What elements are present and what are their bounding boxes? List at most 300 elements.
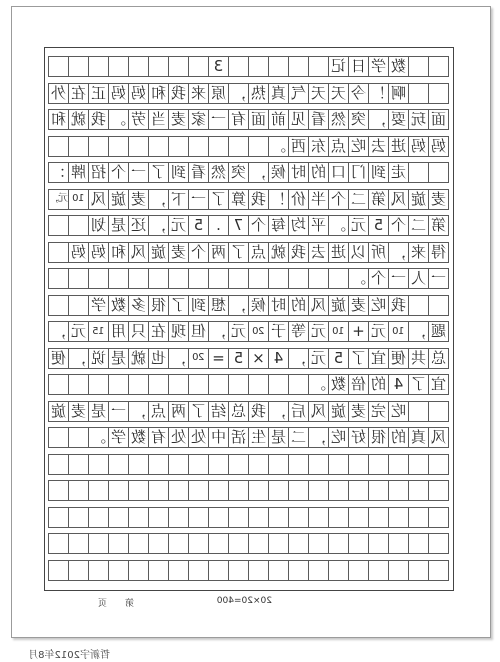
grid-cell: 两: [208, 243, 228, 262]
grid-cell: [68, 296, 88, 315]
grid-cell: 只: [128, 322, 148, 341]
grid-cell: [108, 57, 128, 76]
grid-cell: [368, 561, 388, 580]
grid-cell: [348, 561, 368, 580]
grid-cell: 旋: [408, 190, 428, 209]
grid-cell: 的: [308, 163, 328, 182]
grid-cell: 日: [348, 57, 368, 76]
grid-cell: [48, 375, 68, 394]
grid-cell: 去: [368, 137, 388, 156]
grid-cell: 看: [188, 163, 208, 182]
grid-cell: 总: [428, 349, 448, 368]
page-number-label: 第 页: [97, 599, 134, 609]
grid-cell: 然: [328, 110, 348, 129]
grid-cell: 元: [348, 216, 368, 235]
grid-cell: [248, 455, 268, 474]
grid-cell: [188, 481, 208, 500]
grid-cell: 时: [288, 163, 308, 182]
grid-cell: 中: [208, 428, 228, 447]
grid-cell: 第: [428, 216, 448, 235]
grid-cell: 数: [328, 375, 348, 394]
grid-cell: 便: [48, 349, 68, 368]
grid-cell: [348, 534, 368, 553]
grid-cell: [388, 534, 408, 553]
grid-cell: [68, 269, 88, 288]
grid-cell: ×: [248, 349, 268, 368]
grid-cell: 天: [308, 84, 328, 103]
grid-cell: ，: [368, 110, 388, 129]
grid-cell: 玩: [408, 110, 428, 129]
grid-cell: [248, 375, 268, 394]
grid-cell: [248, 508, 268, 527]
grid-cell: [348, 508, 368, 527]
grid-cell: 就: [268, 243, 288, 262]
grid-cell: [128, 375, 148, 394]
grid-cell: [208, 137, 228, 156]
grid-cell: [48, 455, 68, 474]
grid-cell: 妈: [88, 243, 108, 262]
grid-cell: [388, 561, 408, 580]
grid-cell: 学: [88, 296, 108, 315]
grid-cell: [88, 481, 108, 500]
grid-cell: 西: [288, 137, 308, 156]
grid-cell: 第: [368, 190, 388, 209]
grid-cell: 。: [348, 269, 368, 288]
grid-cell: [68, 455, 88, 474]
grid-cell: 当: [148, 110, 168, 129]
grid-cell: 了: [348, 349, 368, 368]
grid-cell: 了: [188, 402, 208, 421]
grid-cell: 了: [208, 190, 228, 209]
grid-cell: [148, 481, 168, 500]
grid-cell: [228, 375, 248, 394]
grid-cell: 进: [388, 137, 408, 156]
grid-cell: 到: [168, 163, 188, 182]
grid-cell: 在: [148, 322, 168, 341]
grid-cell: 和: [48, 110, 68, 129]
grid-cell: 。: [88, 428, 108, 447]
grid-cell: .: [208, 216, 228, 235]
grid-cell: 处: [168, 428, 188, 447]
grid-cell: 还: [128, 216, 148, 235]
grid-cell: [388, 508, 408, 527]
grid-spec-label: 20×20=400: [216, 596, 272, 606]
grid-cell: 学: [368, 57, 388, 76]
grid-cell: 是: [108, 349, 128, 368]
grid-cell: 均: [288, 216, 308, 235]
grid-cell: 我: [288, 243, 308, 262]
grid-cell: [68, 375, 88, 394]
grid-cell: [108, 508, 128, 527]
grid-cell: [148, 137, 168, 156]
grid-cell: [128, 455, 148, 474]
grid-cell: 来: [408, 243, 428, 262]
grid-cell: [68, 57, 88, 76]
grid-cell: 旋: [328, 296, 348, 315]
grid-cell: ，: [268, 402, 288, 421]
grid-cell: 元: [228, 322, 248, 341]
grid-cell: [328, 269, 348, 288]
grid-cell: 到: [188, 296, 208, 315]
grid-cell: [88, 455, 108, 474]
grid-cell: 了: [168, 296, 188, 315]
grid-cell: [248, 57, 268, 76]
grid-cell: ，: [388, 243, 408, 262]
grid-cell: 说: [88, 349, 108, 368]
grid-cell: 和: [148, 84, 168, 103]
grid-cell: 来: [188, 84, 208, 103]
grid-cell: 等: [288, 322, 308, 341]
grid-cell: 一: [428, 269, 448, 288]
grid-cell: 。: [308, 375, 328, 394]
grid-cell: 麦: [348, 402, 368, 421]
grid-cell: 候: [268, 163, 288, 182]
grid-cell: 划: [88, 216, 108, 235]
grid-cell: [228, 481, 248, 500]
grid-cell: [108, 375, 128, 394]
grid-cell: [248, 481, 268, 500]
grid-cell: [428, 455, 448, 474]
grid-cell: [148, 455, 168, 474]
grid-row: [48, 242, 449, 263]
grid-cell: 我: [388, 296, 408, 315]
grid-cell: [288, 269, 308, 288]
grid-cell: [408, 84, 428, 103]
grid-cell: ，: [228, 84, 248, 103]
grid-cell: [48, 57, 68, 76]
grid-cell: [248, 269, 268, 288]
grid-cell: 个: [328, 190, 348, 209]
grid-row: [48, 215, 449, 236]
grid-cell: [168, 137, 188, 156]
grid-cell: 麦: [168, 110, 188, 129]
grid-cell: ，: [408, 322, 428, 341]
grid-cell: [368, 508, 388, 527]
grid-cell: [208, 269, 228, 288]
grid-cell: [208, 375, 228, 394]
grid-cell: [408, 481, 428, 500]
grid-cell: 便: [388, 349, 408, 368]
grid-cell: 麦: [168, 243, 188, 262]
grid-cell: [228, 534, 248, 553]
grid-cell: 好: [348, 428, 368, 447]
grid-cell: 后: [288, 402, 308, 421]
grid-cell: [128, 57, 148, 76]
grid-row: [48, 454, 449, 475]
grid-cell: 妈: [68, 243, 88, 262]
grid-cell: 完: [368, 402, 388, 421]
grid-cell: [228, 455, 248, 474]
grid-cell: 时: [268, 296, 288, 315]
grid-cell: 10: [68, 190, 88, 209]
grid-cell: 了: [148, 163, 168, 182]
grid-cell: 风: [128, 243, 148, 262]
grid-cell: [428, 402, 448, 421]
grid-cell: [328, 534, 348, 553]
grid-cell: 妈: [428, 137, 448, 156]
grid-row: [48, 427, 449, 448]
grid-cell: 个: [368, 269, 388, 288]
grid-cell: [408, 296, 428, 315]
grid-cell: ，: [248, 163, 268, 182]
grid-cell: [408, 455, 428, 474]
grid-cell: 想: [208, 296, 228, 315]
grid-cell: 气: [288, 84, 308, 103]
grid-cell: ，: [308, 428, 328, 447]
grid-cell: [68, 481, 88, 500]
grid-row: [48, 348, 449, 369]
grid-cell: 妈: [108, 84, 128, 103]
grid-cell: [128, 561, 148, 580]
grid-cell: [108, 561, 128, 580]
grid-cell: 就: [68, 110, 88, 129]
grid-row: [48, 295, 449, 316]
grid-cell: 宜: [428, 375, 448, 394]
grid-cell: [428, 534, 448, 553]
grid-cell: 妈: [408, 137, 428, 156]
grid-cell: 5: [368, 216, 388, 235]
grid-cell: [308, 455, 328, 474]
grid-cell: 4: [388, 375, 408, 394]
grid-cell: 。: [268, 137, 288, 156]
grid-cell: [308, 481, 328, 500]
grid-cell: [428, 481, 448, 500]
grid-cell: 价: [288, 190, 308, 209]
grid-cell: [168, 375, 188, 394]
grid-cell: [48, 269, 68, 288]
grid-cell: [408, 508, 428, 527]
grid-row: [48, 83, 449, 104]
grid-cell: 一: [108, 402, 128, 421]
grid-cell: [428, 508, 448, 527]
grid-cell: ！: [268, 190, 288, 209]
grid-cell: 门: [348, 163, 368, 182]
grid-cell: 耍: [388, 110, 408, 129]
grid-cell: [108, 481, 128, 500]
grid-cell: [288, 57, 308, 76]
grid-cell: 有: [148, 428, 168, 447]
grid-cell: [148, 57, 168, 76]
grid-cell: 5: [188, 216, 208, 235]
grid-cell: 用: [108, 322, 128, 341]
grid-cell: [188, 137, 208, 156]
grid-cell: [88, 508, 108, 527]
grid-cell: 我: [88, 110, 108, 129]
grid-cell: 每: [268, 216, 288, 235]
grid-cell: 风: [308, 402, 328, 421]
grid-cell: [208, 455, 228, 474]
grid-cell: [48, 216, 68, 235]
grid-cell: [88, 269, 108, 288]
grid-cell: ，: [208, 322, 228, 341]
grid-cell: [228, 57, 248, 76]
grid-cell: 吃: [368, 296, 388, 315]
grid-cell: 我: [248, 190, 268, 209]
grid-cell: 吃: [348, 137, 368, 156]
grid-cell: [128, 534, 148, 553]
grid-cell: 处: [188, 428, 208, 447]
grid-cell: 到: [368, 163, 388, 182]
grid-cell: 见: [288, 110, 308, 129]
grid-cell: 点: [248, 243, 268, 262]
grid-cell: [308, 269, 328, 288]
grid-cell: 风: [88, 190, 108, 209]
grid-cell: [228, 137, 248, 156]
grid-cell: [328, 481, 348, 500]
grid-cell: 旋: [48, 402, 68, 421]
grid-cell: ！: [368, 84, 388, 103]
grid-cell: [428, 163, 448, 182]
grid-cell: [428, 296, 448, 315]
grid-cell: 一: [128, 163, 148, 182]
grid-cell: 麦: [428, 190, 448, 209]
grid-cell: 元: [308, 349, 328, 368]
grid-cell: 数: [388, 57, 408, 76]
grid-row: [48, 560, 449, 581]
grid-cell: ，: [148, 190, 168, 209]
grid-cell: 结: [208, 402, 228, 421]
grid-cell: [188, 375, 208, 394]
grid-cell: 元: [68, 322, 88, 341]
grid-cell: 二: [408, 216, 428, 235]
grid-cell: [48, 508, 68, 527]
grid-cell: [268, 561, 288, 580]
grid-cell: 前: [268, 110, 288, 129]
grid-cell: 突: [348, 110, 368, 129]
grid-cell: 以: [348, 243, 368, 262]
grid-cell: 是: [88, 402, 108, 421]
grid-cell: [148, 534, 168, 553]
grid-cell: [208, 561, 228, 580]
grid-cell: [408, 402, 428, 421]
grid-cell: [208, 534, 228, 553]
grid-cell: 20: [188, 349, 208, 368]
grid-cell: [68, 216, 88, 235]
grid-cell: [288, 508, 308, 527]
grid-cell: [268, 57, 288, 76]
grid-cell: [408, 163, 428, 182]
grid-cell: 所: [368, 243, 388, 262]
grid-cell: [168, 534, 188, 553]
grid-cell: [228, 269, 248, 288]
grid-cell: 是: [268, 428, 288, 447]
grid-cell: [428, 84, 448, 103]
grid-cell: ，: [168, 349, 188, 368]
grid-cell: [248, 561, 268, 580]
grid-cell: [48, 296, 68, 315]
grid-cell: 元，: [48, 190, 68, 209]
grid-cell: 算: [228, 190, 248, 209]
grid-cell: 一: [208, 110, 228, 129]
grid-row: [48, 374, 449, 395]
grid-cell: 进: [328, 243, 348, 262]
grid-cell: =: [208, 349, 228, 368]
grid-cell: [408, 561, 428, 580]
grid-cell: 点: [148, 402, 168, 421]
grid-cell: 10: [328, 322, 348, 341]
grid-cell: 记: [328, 57, 348, 76]
grid-cell: 有: [228, 110, 248, 129]
grid-cell: 妈: [128, 84, 148, 103]
grid-cell: [268, 534, 288, 553]
grid-cell: [268, 508, 288, 527]
grid-cell: [188, 508, 208, 527]
grid-cell: 麦: [128, 190, 148, 209]
grid-cell: [228, 561, 248, 580]
grid-cell: 正: [88, 84, 108, 103]
grid-cell: [188, 534, 208, 553]
grid-cell: 个: [388, 216, 408, 235]
grid-cell: 7: [228, 216, 248, 235]
grid-row: [48, 401, 449, 422]
grid-row: [48, 321, 449, 342]
grid-cell: 麦: [68, 402, 88, 421]
grid-cell: [148, 269, 168, 288]
grid-cell: [68, 137, 88, 156]
grid-cell: 活: [228, 428, 248, 447]
grid-cell: 半: [308, 190, 328, 209]
grid-cell: 总: [228, 402, 248, 421]
grid-cell: [168, 561, 188, 580]
grid-cell: ，: [288, 349, 308, 368]
grid-cell: 二: [348, 190, 368, 209]
grid-cell: [288, 561, 308, 580]
grid-cell: [108, 534, 128, 553]
grid-cell: 然: [208, 163, 228, 182]
grid-cell: [288, 534, 308, 553]
grid-row: [48, 507, 449, 528]
grid-cell: ，: [68, 349, 88, 368]
grid-cell: 得: [428, 243, 448, 262]
grid-cell: [128, 481, 148, 500]
grid-cell: 是: [108, 216, 128, 235]
grid-cell: 宜: [368, 349, 388, 368]
grid-cell: 就: [128, 349, 148, 368]
grid-cell: 风: [428, 428, 448, 447]
grid-cell: 面: [248, 110, 268, 129]
grid-cell: [428, 57, 448, 76]
grid-cell: 3: [208, 57, 228, 76]
grid-cell: [148, 508, 168, 527]
grid-cell: [388, 455, 408, 474]
grid-cell: 和: [108, 243, 128, 262]
grid-cell: [428, 561, 448, 580]
grid-cell: [148, 375, 168, 394]
grid-cell: 生: [248, 428, 268, 447]
grid-cell: [248, 137, 268, 156]
grid-cell: 口: [328, 163, 348, 182]
grid-cell: [128, 269, 148, 288]
grid-cell: [168, 57, 188, 76]
grid-cell: ：: [48, 163, 68, 182]
grid-cell: [168, 455, 188, 474]
grid-cell: 但: [188, 322, 208, 341]
grid-cell: 下: [168, 190, 188, 209]
grid-cell: 15: [88, 322, 108, 341]
grid-cell: [88, 137, 108, 156]
grid-cell: 我: [168, 84, 188, 103]
grid-cell: 东: [308, 137, 328, 156]
grid-cell: [268, 375, 288, 394]
grid-cell: [68, 428, 88, 447]
grid-cell: ，: [148, 216, 168, 235]
grid-cell: 人: [408, 269, 428, 288]
grid-cell: [168, 269, 188, 288]
grid-cell: [368, 534, 388, 553]
grid-row: [48, 268, 449, 289]
grid-cell: 看: [308, 110, 328, 129]
grid-cell: [288, 481, 308, 500]
